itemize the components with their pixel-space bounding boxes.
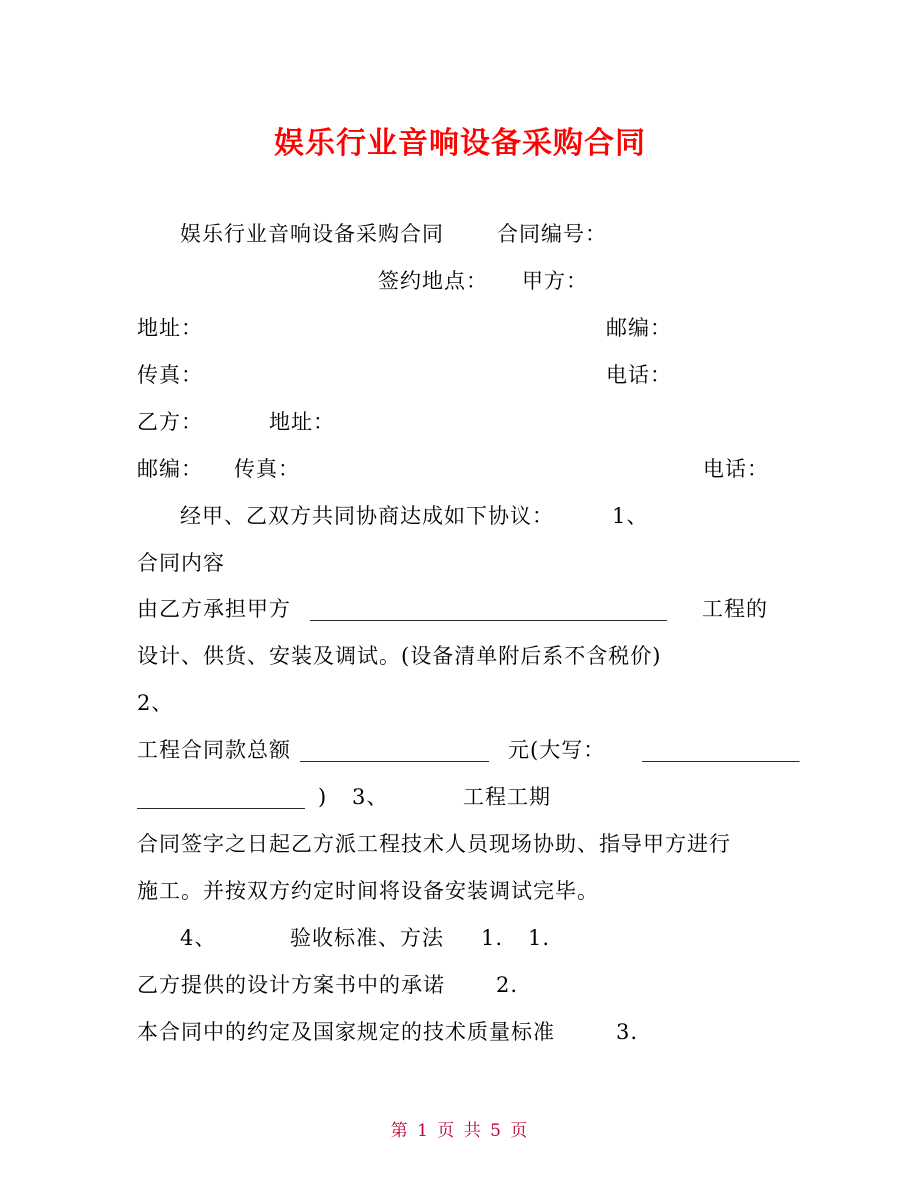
section-2-close-paren: ) [318,785,328,809]
section-3-number: 3、 [352,785,389,809]
party-b-fax-label: 传真： [234,457,300,481]
section-4-item-number-2: 2. [496,973,519,997]
party-a-phone-label: 电话： [606,363,672,387]
party-b-address-label: 地址： [269,410,335,434]
section-1-text-a: 由乙方承担甲方 [137,597,291,621]
section-4-item-number-b: 1. [528,926,551,950]
page-footer: 第 1 页 共 5 页 [390,1121,530,1141]
party-b-phone-label: 电话： [703,457,769,481]
section-2-capital-blank-cont: ________________ [137,785,305,809]
section-4-number: 4、 [180,926,217,950]
party-a-postcode-label: 邮编： [606,316,672,340]
section-2-number: 2、 [137,691,174,715]
party-a-fax-label: 传真： [137,363,203,387]
section-2-amount-blank: __________________ [300,738,489,762]
section-1-text-b: 工程的 [702,597,768,621]
section-3-text-1: 合同签字之日起乙方派工程技术人员现场协助、指导甲方进行 [137,832,731,856]
section-4-item-1: 乙方提供的设计方案书中的承诺 [137,973,445,997]
section-1-project-blank: __________________________________ [310,597,667,621]
section-2-amount-label: 工程合同款总额 [137,738,291,762]
contract-number-label: 合同编号： [497,222,607,246]
section-4-item-number-a: 1. [481,926,504,950]
agreement-intro: 经甲、乙双方共同协商达成如下协议： [180,504,554,528]
section-2-capital-label: 元(大写： [508,738,606,762]
section-4-item-number-3: 3. [616,1020,639,1044]
section-4-title: 验收标准、方法 [290,926,444,950]
document-title: 娱乐行业音响设备采购合同 [274,126,646,161]
party-a-label: 甲方： [522,269,588,293]
intro-contract-name: 娱乐行业音响设备采购合同 [180,222,444,246]
section-1-title: 合同内容 [137,551,225,575]
section-1-number: 1、 [612,504,649,528]
section-2-capital-blank: _______________ [642,738,800,762]
party-b-label: 乙方： [137,410,203,434]
section-1-scope: 设计、供货、安装及调试。(设备清单附后系不含税价) [137,644,662,668]
section-3-text-2: 施工。并按双方约定时间将设备安装调试完毕。 [137,879,599,903]
section-3-title: 工程工期 [463,785,551,809]
signing-place-label: 签约地点： [378,269,488,293]
section-4-item-2: 本合同中的约定及国家规定的技术质量标准 [137,1020,555,1044]
party-b-postcode-label: 邮编： [137,457,203,481]
party-a-address-label: 地址： [137,316,203,340]
